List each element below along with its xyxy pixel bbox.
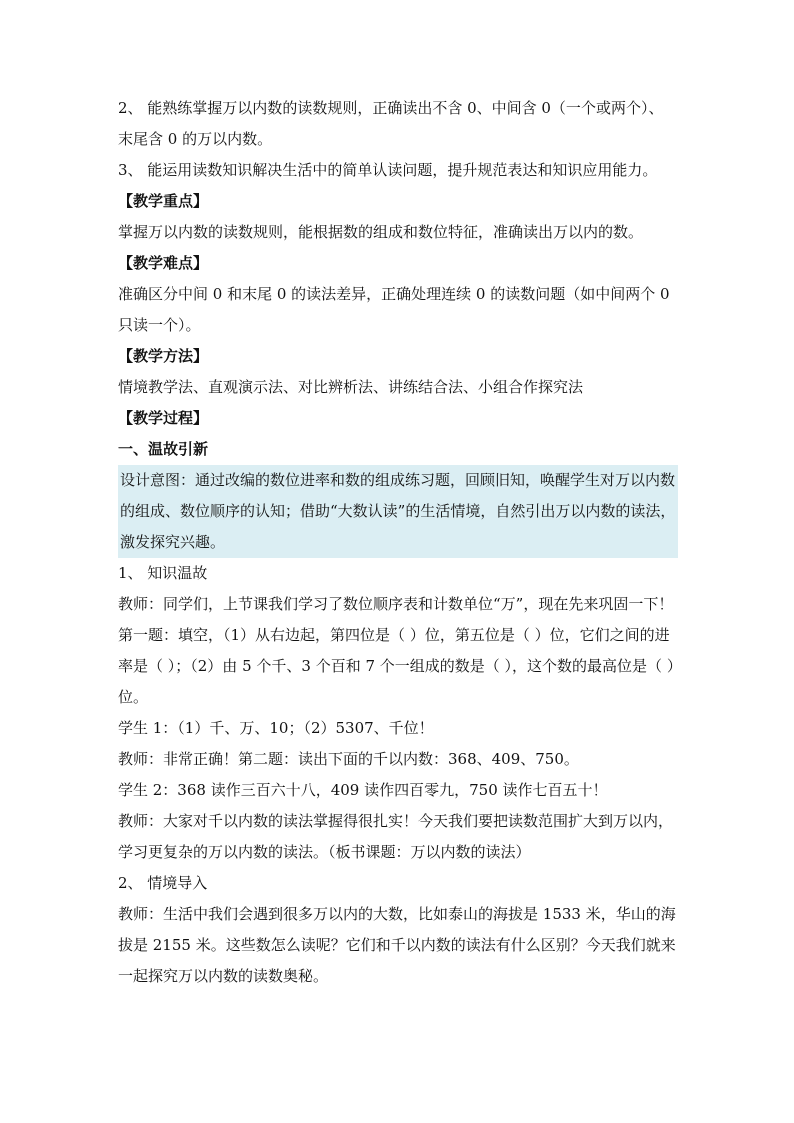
- document-body: [118, 93, 678, 992]
- teacher-line-4: 教师：生活中我们会遇到很多万以内的大数，比如泰山的海拔是 1533 米，华山的海拔是 2155 米。这些数怎么读呢？它们和千以内数的读法有什么区别？今天我们就来一起探究万以内数的读数奥秘。: [118, 905, 676, 985]
- objective-2: 2、 能熟练掌握万以内数的读数规则，正确读出不含 0、中间含 0（一个或两个）、末尾含 0 的万以内数。: [118, 99, 664, 148]
- objective-3: 3、 能运用读数知识解决生活中的简单认读问题，提升规范表达和知识应用能力。: [118, 161, 658, 179]
- difficulties-text: 准确区分中间 0 和末尾 0 的读法差异，正确处理连续 0 的读数问题（如中间两个 0 只读一个）。: [118, 285, 670, 334]
- section-1-title: 一、温故引新: [118, 440, 209, 458]
- student-line-1: 学生 1：（1）千、万、10；（2）5307、千位！: [118, 719, 434, 737]
- student-line-2: 学生 2：368 读作三百六十八，409 读作四百零九，750 读作七百五十！: [118, 781, 608, 799]
- design-intent-box: 设计意图：通过改编的数位进率和数的组成练习题，回顾旧知，唤醒学生对万以内数的组成、数位顺序的认知；借助“大数认读”的生活情境，自然引出万以内数的读法，激发探究兴趣。: [118, 465, 678, 558]
- methods-text: 情境教学法、直观演示法、对比辨析法、讲练结合法、小组合作探究法: [118, 378, 584, 396]
- subsection-1-title: 1、 知识温故: [118, 564, 208, 582]
- teacher-line-2: 教师：非常正确！第二题：读出下面的千以内数：368、409、750。: [118, 750, 579, 768]
- teacher-line-1: 教师：同学们，上节课我们学习了数位顺序表和计数单位“万”，现在先来巩固一下！第一题：填空，（1）从右边起，第四位是（ ）位，第五位是（ ）位，它们之间的进率是（ ）；（2）由 5 个千、3 个百和 7 个一组成的数是（ ），这个数的最高位是（ ）位。: [118, 595, 675, 706]
- teacher-line-3: 教师：大家对千以内数的读法掌握得很扎实！今天我们要把读数范围扩大到万以内，学习更复杂的万以内数的读法。（板书课题：万以内数的读法）: [118, 812, 674, 861]
- subsection-2-title: 2、 情境导入: [118, 874, 208, 892]
- heading-difficulties: 【教学难点】: [118, 254, 209, 272]
- key-points-text: 掌握万以内数的读数规则，能根据数的组成和数位特征，准确读出万以内的数。: [118, 223, 644, 241]
- heading-process: 【教学过程】: [118, 409, 209, 427]
- heading-methods: 【教学方法】: [118, 347, 209, 365]
- heading-key-points: 【教学重点】: [118, 192, 209, 210]
